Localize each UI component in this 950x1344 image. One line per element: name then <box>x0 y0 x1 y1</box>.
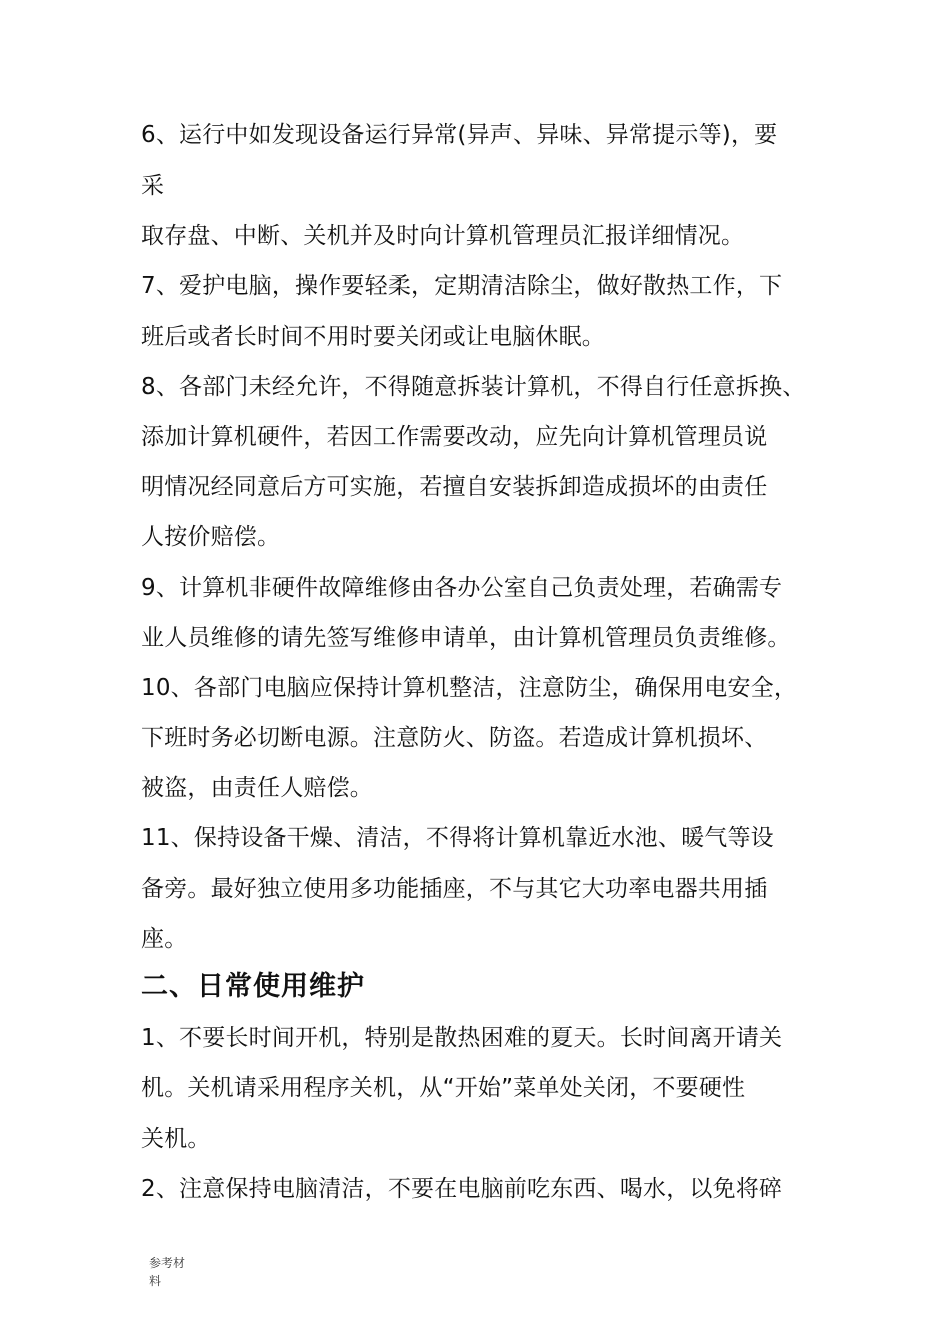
paragraph-line: 8、各部门未经允许，不得随意拆装计算机，不得自行任意拆换、 <box>141 374 806 400</box>
paragraph-line: 7、爱护电脑，操作要轻柔，定期清洁除尘，做好散热工作，下 <box>141 273 783 299</box>
paragraph-line: 下班时务必切断电源。注意防火、防盗。若造成计算机损坏、 <box>141 725 768 751</box>
paragraph-line: 10、各部门电脑应保持计算机整洁，注意防尘，确保用电安全， <box>141 675 798 701</box>
footer-text-line: 料 <box>149 1274 162 1288</box>
footer-text-line: 参考材 <box>149 1256 186 1270</box>
paragraph-line: 备旁。最好独立使用多功能插座，不与其它大功率电器共用插 <box>141 876 768 902</box>
paragraph-line: 班后或者长时间不用时要关闭或让电脑休眠。 <box>141 324 605 350</box>
section-heading: 二、日常使用维护 <box>141 971 365 1002</box>
paragraph-line: 6、运行中如发现设备运行异常(异声、异味、异常提示等)，要 <box>141 122 778 148</box>
paragraph-line: 2、注意保持电脑清洁，不要在电脑前吃东西、喝水，以免将碎 <box>141 1176 783 1202</box>
paragraph-line: 关机。 <box>141 1126 211 1152</box>
paragraph-line: 人按价赔偿。 <box>141 524 281 550</box>
paragraph-line: 采 <box>141 173 165 199</box>
paragraph-line: 取存盘、中断、关机并及时向计算机管理员汇报详细情况。 <box>141 223 745 249</box>
paragraph-line: 明情况经同意后方可实施，若擅自安装拆卸造成损坏的由责任 <box>141 474 768 500</box>
paragraph-line: 1、不要长时间开机，特别是散热困难的夏天。长时间离开请关 <box>141 1025 783 1051</box>
paragraph-line: 机。关机请采用程序关机，从“开始”菜单处关闭，不要硬性 <box>141 1075 746 1101</box>
paragraph-line: 被盗，由责任人赔偿。 <box>141 775 373 801</box>
paragraph-line: 添加计算机硬件，若因工作需要改动，应先向计算机管理员说 <box>141 424 768 450</box>
paragraph-line: 11、保持设备干燥、清洁，不得将计算机靠近水池、暖气等设 <box>141 825 774 851</box>
paragraph-line: 业人员维修的请先签写维修申请单，由计算机管理员负责维修。 <box>141 625 791 651</box>
page-footer <box>149 1254 209 1290</box>
paragraph-line: 9、计算机非硬件故障维修由各办公室自己负责处理，若确需专 <box>141 575 783 601</box>
paragraph-line: 座。 <box>141 926 188 952</box>
